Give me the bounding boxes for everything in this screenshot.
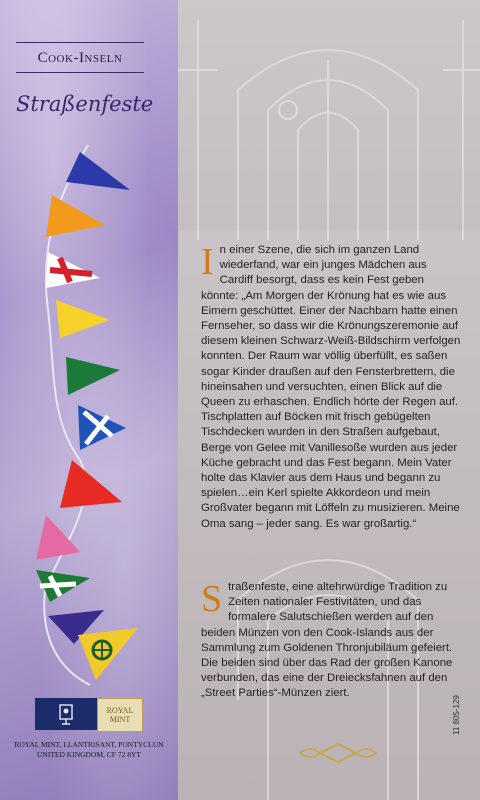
flag-yellow-icon bbox=[56, 300, 110, 338]
dropcap-s: S bbox=[201, 578, 223, 620]
article-paragraph-1 bbox=[201, 243, 463, 532]
bottom-rule bbox=[16, 72, 144, 73]
flag-blue-icon bbox=[66, 152, 130, 190]
mint-wordmark-line1: ROYAL bbox=[106, 706, 134, 715]
address-line2: UNITED KINGDOM, CF 72 8YT bbox=[37, 750, 141, 759]
flag-pink-icon bbox=[36, 515, 80, 560]
product-code: 11 805-129 bbox=[452, 695, 461, 735]
country-title: Cook-Inseln bbox=[37, 50, 123, 66]
address bbox=[4, 740, 174, 760]
left-panel bbox=[0, 0, 178, 800]
flag-red-icon bbox=[60, 460, 122, 508]
royal-mint-logo-icon bbox=[35, 698, 143, 730]
paragraph-2-text: traßenfeste, eine altehrwürdige Tradition zu Zeiten nationaler Festivitäten, und das formalere Salutschießen werden auf den beiden Münzen von den Cook-Islands aus der Sammlung zum Goldenen Thronjubiläum gefeiert. Die beiden sind über das Rad der großen Kanone verbunden, das eine der Dreiecksfahnen auf den „Street Parties“-Münzen ziert. bbox=[201, 581, 453, 700]
gold-ornament-icon bbox=[298, 741, 378, 765]
flag-orange-icon bbox=[46, 195, 105, 237]
mint-crest-icon bbox=[35, 698, 97, 730]
address-line1: ROYAL MINT, LLANTRISANT, PONTYCLUN bbox=[14, 740, 164, 749]
subtitle: Straßenfeste bbox=[16, 92, 154, 116]
flag-green-icon bbox=[66, 357, 120, 395]
mint-wordmark-line2: MINT bbox=[109, 715, 131, 724]
article-paragraph-2 bbox=[201, 580, 463, 702]
bunting-flags-icon bbox=[0, 140, 178, 700]
mint-wordmark bbox=[97, 698, 143, 732]
flag-wheel-icon bbox=[78, 628, 138, 680]
top-rule bbox=[16, 42, 144, 43]
paragraph-1-text: n einer Szene, die sich im ganzen Land wiederfand, war ein junges Mädchen aus Cardiff besorgt, dass es kein Fest geben könnte: „Am Morgen der Krönung hat es wie aus Eimern geschüttet. Einer der Nachbarn hatte einen Fernseher, so dass wir die Krönungszeremonie auf diesem kleinen Schwarz-Weiß-Bildschirm verfolgen konnten. Der Raum war völlig überfüllt, es saßen sogar Kinder draußen auf den Fensterbrettern, die hineinsahen und versuchten, einen Blick auf die Queen zu erhaschen. Endlich hörte der Regen auf. Tischplatten auf Böcken mit frisch gebügelten Tischdecken wurden in den Straßen aufgebaut, Berge von Gelee mit Vanillesoße wurden aus jeder Küche gebracht und das Fest begann. Mein Vater holte das Klavier aus dem Haus und begann zu spielen…ein Kerl spielte Akkordeon und mein Großvater begann mit Löffeln zu musizieren. Meine Oma sang – jeder sang. Es war großartig.“ bbox=[201, 244, 461, 530]
dropcap-i: I bbox=[201, 241, 214, 283]
